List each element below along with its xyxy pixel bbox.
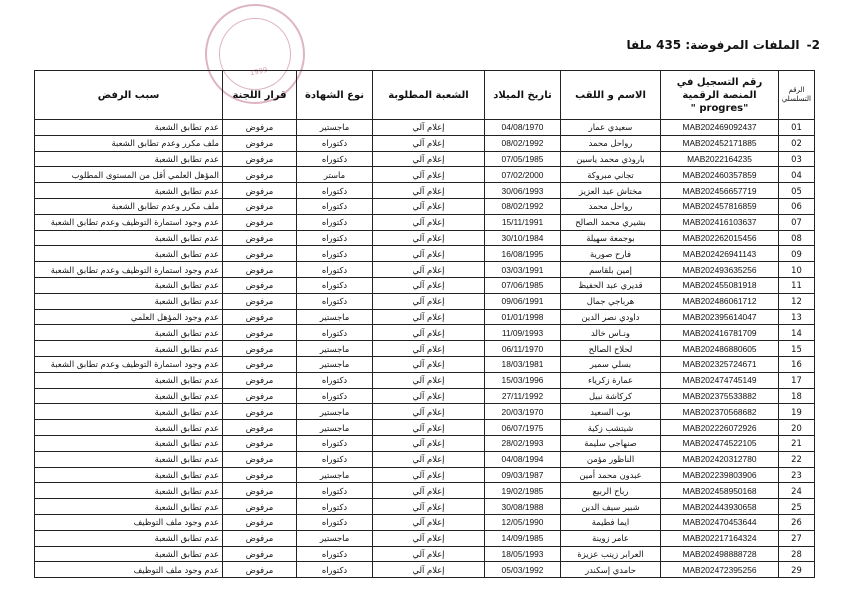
serial-cell: 12: [779, 293, 815, 309]
degree-cell: ماجستير: [297, 404, 373, 420]
specialty-cell: إعلام آلي: [373, 167, 485, 183]
table-row: [35, 293, 815, 309]
heading-text: الملفات المرفوضة: 435 ملفا: [626, 38, 800, 52]
specialty-cell: إعلام آلي: [373, 514, 485, 530]
serial-cell: 20: [779, 420, 815, 436]
serial-cell: 01: [779, 120, 815, 136]
reason-cell: عدم تطابق الشعبة: [35, 341, 223, 357]
header-row: [35, 71, 815, 120]
registration-cell: MAB202493635256: [661, 262, 779, 278]
serial-cell: 07: [779, 214, 815, 230]
birth-date-cell: 06/07/1975: [485, 420, 561, 436]
name-cell: إمين بلقاسم: [561, 262, 661, 278]
degree-cell: دكتوراه: [297, 151, 373, 167]
birth-date-cell: 12/05/1990: [485, 514, 561, 530]
birth-date-cell: 19/02/1985: [485, 483, 561, 499]
specialty-cell: إعلام آلي: [373, 530, 485, 546]
registration-cell: MAB202325724671: [661, 356, 779, 372]
rejected-files-table: [34, 70, 815, 578]
name-cell: باروذي محمد ياسين: [561, 151, 661, 167]
degree-cell: دكتوراه: [297, 198, 373, 214]
reason-cell: عدم وجود ملف التوظيف: [35, 514, 223, 530]
decision-cell: مرفوض: [223, 262, 297, 278]
col-birth-date: تاريخ الميلاد: [485, 71, 561, 120]
reason-cell: عدم تطابق الشعبة: [35, 151, 223, 167]
registration-cell: MAB202460357859: [661, 167, 779, 183]
col-registration: [661, 71, 779, 120]
serial-cell: 25: [779, 499, 815, 515]
registration-cell: MAB202458950168: [661, 483, 779, 499]
degree-cell: دكتوراه: [297, 435, 373, 451]
birth-date-cell: 04/08/1970: [485, 120, 561, 136]
reason-cell: عدم تطابق الشعبة: [35, 293, 223, 309]
specialty-cell: إعلام آلي: [373, 356, 485, 372]
reason-cell: عدم تطابق الشعبة: [35, 530, 223, 546]
decision-cell: مرفوض: [223, 499, 297, 515]
table-row: [35, 341, 815, 357]
decision-cell: مرفوض: [223, 151, 297, 167]
registration-cell: MAB202474522105: [661, 435, 779, 451]
specialty-cell: إعلام آلي: [373, 325, 485, 341]
name-cell: بسلي سمير: [561, 356, 661, 372]
name-cell: رباح الربيع: [561, 483, 661, 499]
degree-cell: ماجستير: [297, 309, 373, 325]
table-row: [35, 198, 815, 214]
col-specialty: الشعبة المطلوبة: [373, 71, 485, 120]
specialty-cell: إعلام آلي: [373, 183, 485, 199]
name-cell: تجاني مبروكة: [561, 167, 661, 183]
col-decision: قرار اللجنة: [223, 71, 297, 120]
table-row: [35, 246, 815, 262]
specialty-cell: إعلام آلي: [373, 451, 485, 467]
specialty-cell: إعلام آلي: [373, 467, 485, 483]
registration-cell: MAB202498888728: [661, 546, 779, 562]
name-cell: شيتشب زكية: [561, 420, 661, 436]
decision-cell: مرفوض: [223, 530, 297, 546]
specialty-cell: إعلام آلي: [373, 546, 485, 562]
name-cell: قديري عبد الحفيظ: [561, 277, 661, 293]
registration-cell: MAB202474745149: [661, 372, 779, 388]
reason-cell: عدم تطابق الشعبة: [35, 546, 223, 562]
name-cell: حامدي إسكندر: [561, 562, 661, 578]
birth-date-cell: 18/03/1981: [485, 356, 561, 372]
degree-cell: ماجستير: [297, 341, 373, 357]
name-cell: رواحل محمد: [561, 135, 661, 151]
serial-cell: 03: [779, 151, 815, 167]
specialty-cell: إعلام آلي: [373, 262, 485, 278]
degree-cell: دكتوراه: [297, 388, 373, 404]
birth-date-cell: 18/05/1993: [485, 546, 561, 562]
table-row: [35, 467, 815, 483]
specialty-cell: إعلام آلي: [373, 388, 485, 404]
degree-cell: دكتوراه: [297, 451, 373, 467]
page-heading: [626, 38, 820, 52]
registration-cell: MAB202416781709: [661, 325, 779, 341]
registration-cell: MAB202452171885: [661, 135, 779, 151]
registration-cell: MAB202416103637: [661, 214, 779, 230]
name-cell: العرابر زينب عزيزة: [561, 546, 661, 562]
table-row: [35, 388, 815, 404]
reason-cell: عدم تطابق الشعبة: [35, 388, 223, 404]
decision-cell: مرفوض: [223, 198, 297, 214]
registration-cell: MAB202239803906: [661, 467, 779, 483]
specialty-cell: إعلام آلي: [373, 246, 485, 262]
registration-cell: MAB202457816859: [661, 198, 779, 214]
registration-cell: MAB202226072926: [661, 420, 779, 436]
reason-cell: المؤهل العلمي أقل من المستوى المطلوب: [35, 167, 223, 183]
table-row: [35, 451, 815, 467]
specialty-cell: إعلام آلي: [373, 309, 485, 325]
registration-cell: MAB202426941143: [661, 246, 779, 262]
reason-cell: عدم وجود استمارة التوظيف وعدم تطابق الشعبة: [35, 214, 223, 230]
serial-cell: 26: [779, 514, 815, 530]
serial-cell: 14: [779, 325, 815, 341]
decision-cell: مرفوض: [223, 277, 297, 293]
table-row: [35, 546, 815, 562]
birth-date-cell: 30/06/1993: [485, 183, 561, 199]
specialty-cell: إعلام آلي: [373, 420, 485, 436]
specialty-cell: إعلام آلي: [373, 483, 485, 499]
table-row: [35, 230, 815, 246]
registration-cell: MAB202486880605: [661, 341, 779, 357]
table-row: [35, 167, 815, 183]
degree-cell: دكتوراه: [297, 546, 373, 562]
degree-cell: دكتوراه: [297, 246, 373, 262]
serial-cell: 08: [779, 230, 815, 246]
name-cell: عبدون محمد أمين: [561, 467, 661, 483]
decision-cell: مرفوض: [223, 183, 297, 199]
decision-cell: مرفوض: [223, 514, 297, 530]
reason-cell: ملف مكرر وعدم تطابق الشعبة: [35, 135, 223, 151]
serial-cell: 16: [779, 356, 815, 372]
degree-cell: ماجستير: [297, 356, 373, 372]
specialty-cell: إعلام آلي: [373, 499, 485, 515]
reason-cell: عدم تطابق الشعبة: [35, 499, 223, 515]
name-cell: مختاش عبد العزيز: [561, 183, 661, 199]
specialty-cell: إعلام آلي: [373, 435, 485, 451]
decision-cell: مرفوض: [223, 372, 297, 388]
reason-cell: عدم تطابق الشعبة: [35, 435, 223, 451]
table-row: [35, 562, 815, 578]
name-cell: فارح صورية: [561, 246, 661, 262]
degree-cell: ماجستير: [297, 467, 373, 483]
decision-cell: مرفوض: [223, 325, 297, 341]
serial-cell: 13: [779, 309, 815, 325]
decision-cell: مرفوض: [223, 546, 297, 562]
specialty-cell: إعلام آلي: [373, 120, 485, 136]
degree-cell: دكتوراه: [297, 372, 373, 388]
serial-cell: 21: [779, 435, 815, 451]
col-registration-line2: المنصة الرقمية: [682, 89, 757, 101]
serial-cell: 18: [779, 388, 815, 404]
table-row: [35, 483, 815, 499]
name-cell: ايما فطيمة: [561, 514, 661, 530]
table-row: [35, 183, 815, 199]
birth-date-cell: 27/11/1992: [485, 388, 561, 404]
name-cell: لحلاح الصالح: [561, 341, 661, 357]
serial-cell: 24: [779, 483, 815, 499]
name-cell: سعيدي عمار: [561, 120, 661, 136]
table-row: [35, 325, 815, 341]
registration-cell: MAB202262015456: [661, 230, 779, 246]
specialty-cell: إعلام آلي: [373, 151, 485, 167]
heading-number: 2-: [806, 38, 820, 52]
name-cell: بشيري محمد الصالح: [561, 214, 661, 230]
decision-cell: مرفوض: [223, 120, 297, 136]
table-row: [35, 214, 815, 230]
degree-cell: دكتوراه: [297, 499, 373, 515]
reason-cell: عدم تطابق الشعبة: [35, 451, 223, 467]
serial-cell: 19: [779, 404, 815, 420]
col-reason: سبب الرفض: [35, 71, 223, 120]
col-registration-line3: " progres": [690, 102, 749, 114]
table-row: [35, 309, 815, 325]
serial-cell: 05: [779, 183, 815, 199]
decision-cell: مرفوض: [223, 356, 297, 372]
degree-cell: دكتوراه: [297, 214, 373, 230]
decision-cell: مرفوض: [223, 214, 297, 230]
birth-date-cell: 09/03/1987: [485, 467, 561, 483]
serial-cell: 11: [779, 277, 815, 293]
serial-cell: 10: [779, 262, 815, 278]
table-row: [35, 499, 815, 515]
specialty-cell: إعلام آلي: [373, 230, 485, 246]
reason-cell: عدم وجود المؤهل العلمي: [35, 309, 223, 325]
table-row: [35, 135, 815, 151]
reason-cell: عدم تطابق الشعبة: [35, 420, 223, 436]
decision-cell: مرفوض: [223, 309, 297, 325]
name-cell: شبير سيف الدين: [561, 499, 661, 515]
degree-cell: دكتوراه: [297, 293, 373, 309]
specialty-cell: إعلام آلي: [373, 404, 485, 420]
serial-cell: 17: [779, 372, 815, 388]
birth-date-cell: 07/06/1985: [485, 277, 561, 293]
reason-cell: عدم تطابق الشعبة: [35, 372, 223, 388]
registration-cell: MAB202395614047: [661, 309, 779, 325]
decision-cell: مرفوض: [223, 293, 297, 309]
degree-cell: ماجستير: [297, 120, 373, 136]
col-degree: نوع الشهادة: [297, 71, 373, 120]
birth-date-cell: 07/05/1985: [485, 151, 561, 167]
serial-cell: 09: [779, 246, 815, 262]
decision-cell: مرفوض: [223, 230, 297, 246]
registration-cell: MAB202470453644: [661, 514, 779, 530]
registration-cell: MAB202456657719: [661, 183, 779, 199]
registration-cell: MAB202443930658: [661, 499, 779, 515]
name-cell: كركاشة نبيل: [561, 388, 661, 404]
decision-cell: مرفوض: [223, 451, 297, 467]
serial-cell: 15: [779, 341, 815, 357]
registration-cell: MAB202472395256: [661, 562, 779, 578]
birth-date-cell: 28/02/1993: [485, 435, 561, 451]
birth-date-cell: 30/08/1988: [485, 499, 561, 515]
degree-cell: ماستر: [297, 167, 373, 183]
specialty-cell: إعلام آلي: [373, 341, 485, 357]
degree-cell: دكتوراه: [297, 562, 373, 578]
birth-date-cell: 15/11/1991: [485, 214, 561, 230]
specialty-cell: إعلام آلي: [373, 372, 485, 388]
serial-cell: 04: [779, 167, 815, 183]
specialty-cell: إعلام آلي: [373, 198, 485, 214]
birth-date-cell: 20/03/1970: [485, 404, 561, 420]
birth-date-cell: 03/03/1991: [485, 262, 561, 278]
birth-date-cell: 15/03/1996: [485, 372, 561, 388]
specialty-cell: إعلام آلي: [373, 293, 485, 309]
table-row: [35, 151, 815, 167]
birth-date-cell: 01/01/1998: [485, 309, 561, 325]
registration-cell: MAB202217164324: [661, 530, 779, 546]
table-row: [35, 404, 815, 420]
name-cell: داودي نصر الدين: [561, 309, 661, 325]
serial-cell: 22: [779, 451, 815, 467]
decision-cell: مرفوض: [223, 246, 297, 262]
reason-cell: عدم وجود استمارة التوظيف وعدم تطابق الشعبة: [35, 356, 223, 372]
birth-date-cell: 30/10/1984: [485, 230, 561, 246]
reason-cell: عدم تطابق الشعبة: [35, 483, 223, 499]
reason-cell: عدم تطابق الشعبة: [35, 277, 223, 293]
degree-cell: دكتوراه: [297, 183, 373, 199]
name-cell: رواحل محمد: [561, 198, 661, 214]
reason-cell: عدم تطابق الشعبة: [35, 230, 223, 246]
decision-cell: مرفوض: [223, 167, 297, 183]
degree-cell: دكتوراه: [297, 262, 373, 278]
name-cell: الناظور مؤمن: [561, 451, 661, 467]
decision-cell: مرفوض: [223, 341, 297, 357]
specialty-cell: إعلام آلي: [373, 562, 485, 578]
name-cell: عمارة زكرياء: [561, 372, 661, 388]
serial-cell: 06: [779, 198, 815, 214]
birth-date-cell: 08/02/1992: [485, 135, 561, 151]
decision-cell: مرفوض: [223, 467, 297, 483]
registration-cell: MAB202486061712: [661, 293, 779, 309]
col-registration-line1: رقم التسجيل في: [676, 76, 763, 88]
decision-cell: مرفوض: [223, 135, 297, 151]
col-name: الاسم و اللقب: [561, 71, 661, 120]
specialty-cell: إعلام آلي: [373, 214, 485, 230]
specialty-cell: إعلام آلي: [373, 135, 485, 151]
degree-cell: دكتوراه: [297, 230, 373, 246]
name-cell: صنهاجي سليمة: [561, 435, 661, 451]
table-row: [35, 435, 815, 451]
name-cell: هرباجي جمال: [561, 293, 661, 309]
degree-cell: دكتوراه: [297, 514, 373, 530]
table-body: [35, 120, 815, 578]
decision-cell: مرفوض: [223, 420, 297, 436]
reason-cell: عدم وجود استمارة التوظيف وعدم تطابق الشعبة: [35, 262, 223, 278]
degree-cell: ماجستير: [297, 530, 373, 546]
birth-date-cell: 04/08/1994: [485, 451, 561, 467]
reason-cell: عدم تطابق الشعبة: [35, 120, 223, 136]
reason-cell: عدم تطابق الشعبة: [35, 246, 223, 262]
table-row: [35, 277, 815, 293]
birth-date-cell: 14/09/1985: [485, 530, 561, 546]
decision-cell: مرفوض: [223, 562, 297, 578]
birth-date-cell: 16/08/1995: [485, 246, 561, 262]
registration-cell: MAB2022164235: [661, 151, 779, 167]
serial-cell: 23: [779, 467, 815, 483]
reason-cell: عدم وجود ملف التوظيف: [35, 562, 223, 578]
name-cell: عامر زوينة: [561, 530, 661, 546]
birth-date-cell: 06/11/1970: [485, 341, 561, 357]
reason-cell: عدم تطابق الشعبة: [35, 183, 223, 199]
decision-cell: مرفوض: [223, 404, 297, 420]
reason-cell: عدم تطابق الشعبة: [35, 404, 223, 420]
registration-cell: MAB202370568682: [661, 404, 779, 420]
decision-cell: مرفوض: [223, 435, 297, 451]
birth-date-cell: 11/09/1993: [485, 325, 561, 341]
registration-cell: MAB202469092437: [661, 120, 779, 136]
table-row: [35, 120, 815, 136]
serial-cell: 27: [779, 530, 815, 546]
degree-cell: ماجستير: [297, 420, 373, 436]
reason-cell: عدم تطابق الشعبة: [35, 467, 223, 483]
table-row: [35, 356, 815, 372]
degree-cell: دكتوراه: [297, 135, 373, 151]
reason-cell: ملف مكرر وعدم تطابق الشعبة: [35, 198, 223, 214]
birth-date-cell: 09/06/1991: [485, 293, 561, 309]
birth-date-cell: 07/02/2000: [485, 167, 561, 183]
birth-date-cell: 08/02/1992: [485, 198, 561, 214]
name-cell: بوب السعيد: [561, 404, 661, 420]
degree-cell: دكتوراه: [297, 277, 373, 293]
decision-cell: مرفوض: [223, 483, 297, 499]
table-row: [35, 514, 815, 530]
registration-cell: MAB202420312780: [661, 451, 779, 467]
degree-cell: دكتوراه: [297, 483, 373, 499]
birth-date-cell: 05/03/1992: [485, 562, 561, 578]
stamp-fragment: 1999: [249, 65, 269, 78]
specialty-cell: إعلام آلي: [373, 277, 485, 293]
reason-cell: عدم تطابق الشعبة: [35, 325, 223, 341]
serial-cell: 02: [779, 135, 815, 151]
serial-cell: 29: [779, 562, 815, 578]
registration-cell: MAB202375533882: [661, 388, 779, 404]
name-cell: ونـاس خالد: [561, 325, 661, 341]
table-row: [35, 262, 815, 278]
table-row: [35, 420, 815, 436]
registration-cell: MAB202455081918: [661, 277, 779, 293]
table-row: [35, 530, 815, 546]
decision-cell: مرفوض: [223, 388, 297, 404]
serial-cell: 28: [779, 546, 815, 562]
table-row: [35, 372, 815, 388]
degree-cell: دكتوراه: [297, 325, 373, 341]
col-serial: الرقم التسلسلي: [779, 71, 815, 120]
name-cell: بوجمعة سهيلة: [561, 230, 661, 246]
